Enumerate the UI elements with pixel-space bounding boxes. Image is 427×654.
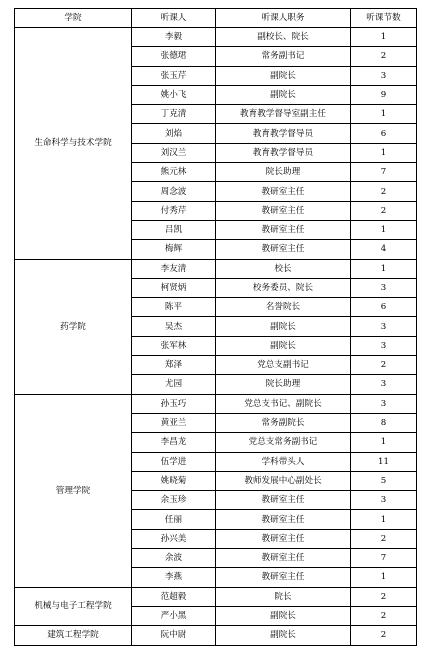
count-cell: 2	[351, 356, 417, 375]
position-cell: 常务副院长	[216, 413, 351, 432]
listener-name-cell: 梅辉	[132, 240, 216, 259]
college-cell: 药学院	[15, 259, 132, 394]
table-body	[15, 28, 417, 646]
listener-name-cell: 李毅	[132, 28, 216, 47]
listener-name-cell: 姚小飞	[132, 85, 216, 104]
position-cell: 副院长	[216, 606, 351, 625]
listener-name-cell: 余波	[132, 549, 216, 568]
listener-name-cell: 刘汉兰	[132, 143, 216, 162]
listener-name-cell: 李昌龙	[132, 433, 216, 452]
count-cell: 1	[351, 568, 417, 587]
listener-name-cell: 范超毅	[132, 587, 216, 606]
position-cell: 副院长	[216, 336, 351, 355]
position-cell: 教研室主任	[216, 182, 351, 201]
listener-name-cell: 孙玉巧	[132, 394, 216, 413]
position-cell: 教研室主任	[216, 529, 351, 548]
listener-name-cell: 周念波	[132, 182, 216, 201]
position-cell: 教育教学督导员	[216, 124, 351, 143]
count-cell: 2	[351, 201, 417, 220]
listener-name-cell: 姚晓菊	[132, 471, 216, 490]
count-cell: 1	[351, 143, 417, 162]
listener-name-cell: 熊元林	[132, 163, 216, 182]
position-cell: 名誉院长	[216, 298, 351, 317]
college-cell: 机械与电子工程学院	[15, 587, 132, 626]
table-row	[15, 259, 417, 278]
listener-name-cell: 伍学进	[132, 452, 216, 471]
position-cell: 党总支书记、副院长	[216, 394, 351, 413]
count-cell: 1	[351, 510, 417, 529]
count-cell: 1	[351, 433, 417, 452]
count-cell: 3	[351, 317, 417, 336]
listener-name-cell: 阮中尉	[132, 626, 216, 645]
count-cell: 11	[351, 452, 417, 471]
count-cell: 2	[351, 606, 417, 625]
listener-name-cell: 付秀芹	[132, 201, 216, 220]
position-cell: 院长助理	[216, 375, 351, 394]
table-row	[15, 587, 417, 606]
count-cell: 2	[351, 529, 417, 548]
college-cell: 生命科学与技术学院	[15, 28, 132, 260]
listener-name-cell: 黄亚兰	[132, 413, 216, 432]
count-cell: 2	[351, 47, 417, 66]
header-position: 听课人职务	[216, 9, 351, 28]
position-cell: 副校长、院长	[216, 28, 351, 47]
lecture-attendance-table	[14, 8, 417, 646]
college-cell: 建筑工程学院	[15, 626, 132, 645]
count-cell: 2	[351, 587, 417, 606]
table-row	[15, 626, 417, 645]
count-cell: 1	[351, 28, 417, 47]
listener-name-cell: 郑泽	[132, 356, 216, 375]
listener-name-cell: 陈平	[132, 298, 216, 317]
position-cell: 教师发展中心副处长	[216, 471, 351, 490]
count-cell: 5	[351, 471, 417, 490]
position-cell: 教研室主任	[216, 568, 351, 587]
college-cell: 管理学院	[15, 394, 132, 587]
count-cell: 1	[351, 259, 417, 278]
count-cell: 4	[351, 240, 417, 259]
position-cell: 教研室主任	[216, 491, 351, 510]
listener-name-cell: 张军林	[132, 336, 216, 355]
listener-name-cell: 刘焰	[132, 124, 216, 143]
listener-name-cell: 严小黑	[132, 606, 216, 625]
count-cell: 3	[351, 394, 417, 413]
listener-name-cell: 孙兴美	[132, 529, 216, 548]
listener-name-cell: 张玉芹	[132, 66, 216, 85]
count-cell: 3	[351, 491, 417, 510]
listener-name-cell: 任丽	[132, 510, 216, 529]
count-cell: 3	[351, 278, 417, 297]
position-cell: 学科带头人	[216, 452, 351, 471]
listener-name-cell: 柯贤炳	[132, 278, 216, 297]
count-cell: 7	[351, 163, 417, 182]
position-cell: 副院长	[216, 85, 351, 104]
position-cell: 校长	[216, 259, 351, 278]
position-cell: 党总支副书记	[216, 356, 351, 375]
position-cell: 教研室主任	[216, 549, 351, 568]
count-cell: 2	[351, 626, 417, 645]
listener-name-cell: 尤园	[132, 375, 216, 394]
count-cell: 3	[351, 336, 417, 355]
count-cell: 7	[351, 549, 417, 568]
listener-name-cell: 丁克清	[132, 105, 216, 124]
count-cell: 3	[351, 66, 417, 85]
count-cell: 8	[351, 413, 417, 432]
position-cell: 院长	[216, 587, 351, 606]
position-cell: 教育教学督导室副主任	[216, 105, 351, 124]
position-cell: 常务副书记	[216, 47, 351, 66]
listener-name-cell: 张德珺	[132, 47, 216, 66]
position-cell: 校务委员、院长	[216, 278, 351, 297]
count-cell: 1	[351, 105, 417, 124]
position-cell: 教育教学督导员	[216, 143, 351, 162]
position-cell: 教研室主任	[216, 201, 351, 220]
position-cell: 教研室主任	[216, 240, 351, 259]
position-cell: 院长助理	[216, 163, 351, 182]
header-college: 学院	[15, 9, 132, 28]
table-header-row	[15, 9, 417, 28]
count-cell: 3	[351, 375, 417, 394]
position-cell: 教研室主任	[216, 220, 351, 239]
header-listener: 听课人	[132, 9, 216, 28]
listener-name-cell: 余玉珍	[132, 491, 216, 510]
position-cell: 副院长	[216, 626, 351, 645]
position-cell: 副院长	[216, 66, 351, 85]
listener-name-cell: 吕凯	[132, 220, 216, 239]
table-row	[15, 28, 417, 47]
count-cell: 2	[351, 182, 417, 201]
count-cell: 1	[351, 220, 417, 239]
listener-name-cell: 李友清	[132, 259, 216, 278]
count-cell: 9	[351, 85, 417, 104]
count-cell: 6	[351, 124, 417, 143]
table-row	[15, 394, 417, 413]
position-cell: 副院长	[216, 317, 351, 336]
listener-name-cell: 李燕	[132, 568, 216, 587]
position-cell: 教研室主任	[216, 510, 351, 529]
position-cell: 党总支常务副书记	[216, 433, 351, 452]
listener-name-cell: 吴杰	[132, 317, 216, 336]
count-cell: 6	[351, 298, 417, 317]
header-count: 听课节数	[351, 9, 417, 28]
